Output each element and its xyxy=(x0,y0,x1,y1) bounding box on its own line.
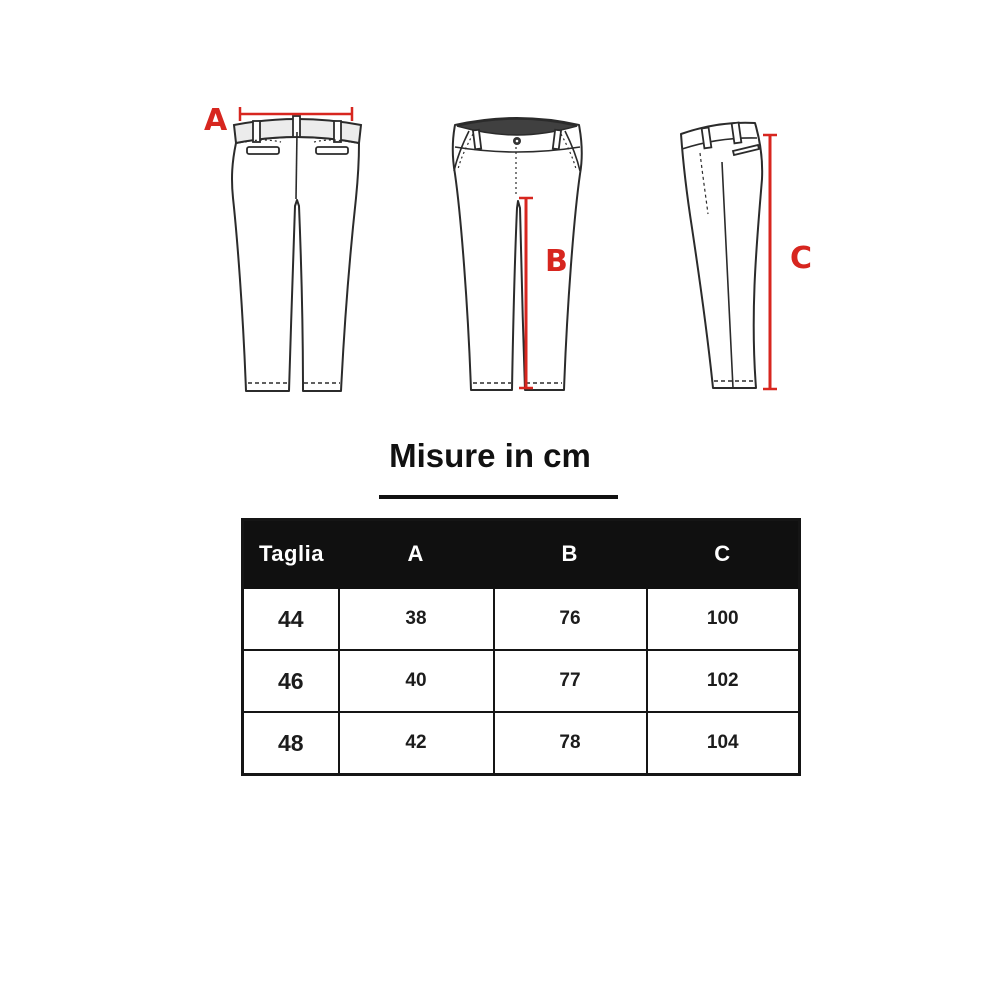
page-title: Misure in cm xyxy=(389,437,591,474)
header-cell-a: A xyxy=(339,520,494,589)
back-welt-pocket xyxy=(247,147,279,154)
measure-b-label: B xyxy=(545,244,568,279)
value-cell-b: 76 xyxy=(494,588,647,650)
header-cell-b: B xyxy=(494,520,647,589)
value-cell-c: 102 xyxy=(647,650,800,712)
belt-loop xyxy=(732,123,742,144)
belt-loop xyxy=(553,130,561,150)
pants-side-view-drawing xyxy=(681,123,812,389)
waist-button-highlight xyxy=(516,140,519,143)
measure-c-line xyxy=(763,135,777,389)
table-row-size-46 xyxy=(243,650,800,712)
center-back-seam xyxy=(296,132,297,199)
size-cell: 44 xyxy=(243,588,339,650)
measure-c-label: C xyxy=(790,241,813,276)
value-cell-a: 40 xyxy=(339,650,494,712)
header-cell-taglia: Taglia xyxy=(243,520,339,589)
belt-loop xyxy=(334,121,341,142)
pants-back-silhouette xyxy=(232,137,359,391)
value-cell-a: 42 xyxy=(339,712,494,775)
pants-measurement-diagram xyxy=(0,0,1000,440)
value-cell-b: 78 xyxy=(494,712,647,775)
size-cell: 46 xyxy=(243,650,339,712)
size-table xyxy=(241,518,801,776)
title-underline xyxy=(379,495,618,499)
measure-a-label: A xyxy=(204,103,228,138)
value-cell-b: 77 xyxy=(494,650,647,712)
pants-front-view-drawing xyxy=(453,118,582,390)
value-cell-a: 38 xyxy=(339,588,494,650)
value-cell-c: 104 xyxy=(647,712,800,775)
table-header-row xyxy=(243,520,800,589)
size-cell: 48 xyxy=(243,712,339,775)
belt-loop xyxy=(253,121,260,142)
table-row-size-48 xyxy=(243,712,800,775)
table-row-size-44 xyxy=(243,588,800,650)
header-cell-c: C xyxy=(647,520,800,589)
value-cell-c: 100 xyxy=(647,588,800,650)
pants-back-view-drawing xyxy=(204,103,361,391)
belt-loop xyxy=(702,128,712,149)
back-welt-pocket xyxy=(316,147,348,154)
belt-loop xyxy=(473,130,481,150)
